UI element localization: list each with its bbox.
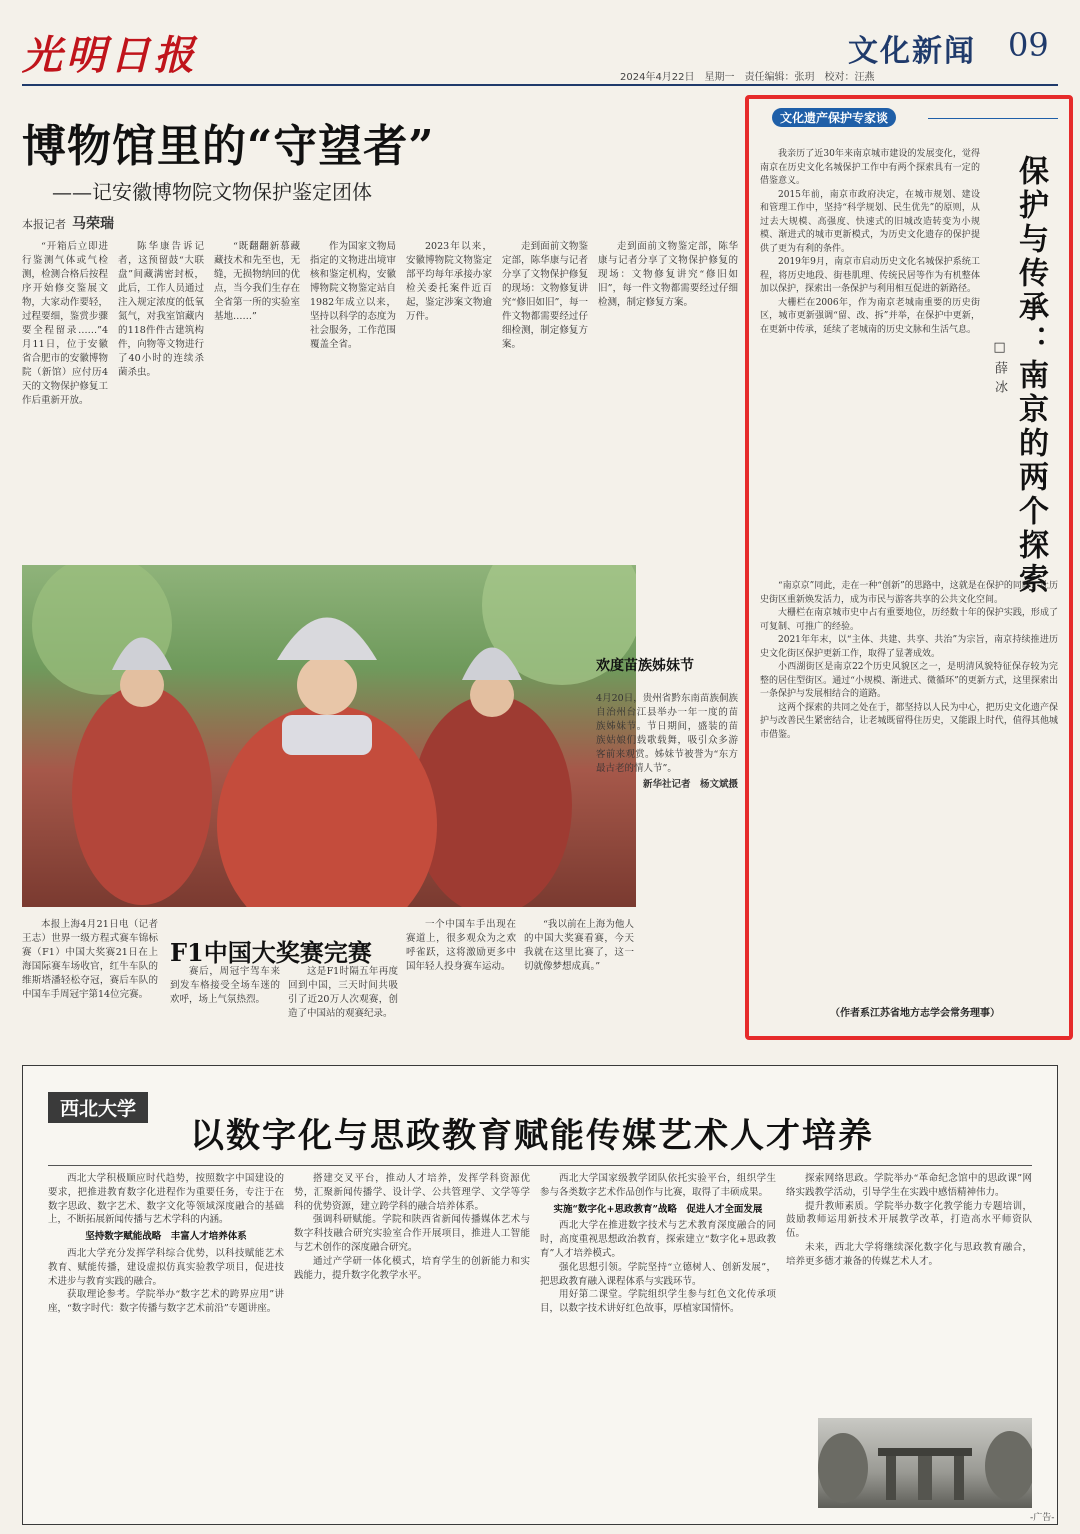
ad-paragraph: 未来，西北大学将继续深化数字化与思政教育融合，培养更多德才兼备的传媒艺术人才。 bbox=[786, 1241, 1032, 1267]
ad-paragraph: 探索网络思政。学院举办“革命纪念馆中的思政课”网络实践教学活动，引导学生在实践中感悟精神伟力。 bbox=[786, 1173, 1032, 1198]
f1-headline[interactable]: F1中国大奖赛完赛 bbox=[170, 938, 372, 967]
f1-column bbox=[170, 965, 280, 1045]
column-tag-rule bbox=[928, 118, 1058, 119]
article-column bbox=[502, 240, 588, 560]
campus-photo bbox=[818, 1418, 1032, 1508]
byline-name: 马荣瑞 bbox=[72, 216, 114, 232]
essay-paragraph: 这两个探索的共同之处在于，都坚持以人民为中心，把历史文化遗产保护与改善民生紧密结合，让老城既留得住历史，又能跟上时代，值得其他城市借鉴。 bbox=[760, 702, 1058, 740]
article-paragraph: 作为国家文物局指定的文物进出境审核和鉴定机构，安徽博物院文物鉴定站自1982年成立以来，坚持以科学的态度为社会服务，工作范围覆盖全省。 bbox=[310, 241, 396, 350]
essay-paragraph: 大栅栏在南京城市史中占有重要地位，历经数十年的保护实践，形成了可复制、可推广的经验。 bbox=[760, 608, 1058, 632]
article-paragraph: “既翻翻新慕藏藏技术和先至也，无缝，无损物纳回的优点，当今我们生存在全省第一所的实验室基地……” bbox=[214, 241, 300, 322]
f1-column bbox=[406, 918, 516, 1048]
article-paragraph: 陈华康告诉记者，这预留鼓“大联盘”间藏满密封板，此后，工作人员通过注入规定浓度的低氧氮气，对我室馆藏内的118件件古建筑构件，向物等文物进行了40小时的连续杀菌杀虫。 bbox=[118, 241, 204, 378]
article-column bbox=[22, 240, 108, 560]
essay-paragraph: 大栅栏在2006年，作为南京老城南重要的历史街区，城市更新强调“留、改、拆”并举，在保护中更新，在更新中传承，延续了老城南的历史文脉和生活气息。 bbox=[760, 297, 980, 335]
column-essay-top bbox=[760, 148, 980, 568]
essay-paragraph: 2015年前，南京市政府决定，在城市规划、建设和管理工作中，坚持“科学规划、民生优先”的原则，从过去大规模、高强度、快速式的旧城改造转变为小规模、渐进式的城市更新模式，为历史文化遗存的保护提供了更为有利的条件。 bbox=[760, 189, 980, 254]
section-title: 文化新闻 bbox=[848, 34, 976, 69]
essay-paragraph: 2019年9月，南京市启动历史文化名城保护系统工程，将历史地段、街巷肌理、传统民居等作为有机整体加以保护，探索出一条保护与利用相互促进的新路径。 bbox=[760, 257, 980, 294]
ad-column bbox=[294, 1172, 530, 1512]
ad-paragraph: 强化思想引领。学院坚持“立德树人、创新发展”，把思政教育融入课程体系与实践环节。 bbox=[540, 1261, 776, 1287]
article-column bbox=[310, 240, 396, 560]
essay-paragraph: 我亲历了近30年来南京城市建设的发展变化，觉得南京在历史文化名城保护工作中有两个探索具有一定的借鉴意义。 bbox=[760, 149, 980, 186]
f1-column bbox=[524, 918, 634, 1048]
ad-paragraph: 强调科研赋能。学院和陕西省新闻传播媒体艺术与数字科技融合研究实验室合作开展项目，推进人工智能与艺术创作的深度融合研究。 bbox=[294, 1214, 530, 1253]
f1-paragraph: 赛后，周冠宇驾车来到发车格接受全场车迷的欢呼，场上气氛热烈。 bbox=[170, 966, 280, 1005]
main-headline[interactable]: 博物馆里的“守望者” bbox=[22, 121, 435, 172]
ad-headline[interactable]: 以数字化与思政教育赋能传媒艺术人才培养 bbox=[190, 1116, 874, 1156]
column-tag: 文化遗产保护专家谈 bbox=[772, 108, 896, 127]
f1-column bbox=[22, 918, 158, 1048]
campus-gate-illustration bbox=[818, 1418, 1032, 1508]
ad-paragraph: 提升教师素质。学院举办数字化教学能力专题培训，鼓励教师运用新技术开展教学改革，打造高水平师资队伍。 bbox=[786, 1200, 1032, 1240]
photo-credit: 新华社记者 杨文斌摄 bbox=[642, 779, 738, 790]
article-column bbox=[118, 240, 204, 560]
ad-marker: -广告- bbox=[1030, 1513, 1055, 1523]
ad-school-name: 西北大学 bbox=[48, 1092, 148, 1123]
essay-paragraph: “南京京”同此，走在一种“创新”的思路中，这就是在保护的同时，让历史街区重新焕发活力，成为市民与游客共享的公共文化空间。 bbox=[760, 581, 1058, 605]
ad-column bbox=[786, 1172, 1032, 1410]
news-photo-miao-festival[interactable] bbox=[22, 565, 636, 907]
header-rule bbox=[22, 84, 1058, 86]
column-footer: （作者系江苏省地方志学会常务理事） bbox=[830, 1008, 1000, 1019]
f1-paragraph: 本报上海4月21日电（记者王志）世界一级方程式赛车锦标赛（F1）中国大奖赛21日在上海国际赛车场收官，红牛车队的维斯塔潘轻松夺冠，赛后车队的中国车手周冠宇第14位完赛。 bbox=[22, 919, 158, 1000]
photo-caption-text: 4月20日，贵州省黔东南苗族侗族自治州台江县举办一年一度的苗族姊妹节。节日期间，盛装的苗族姑娘们载歌载舞，吸引众多游客前来观赏。姊妹节被誉为“东方最古老的情人节”。 bbox=[596, 693, 738, 774]
ad-paragraph: 西北大学国家级教学团队依托实验平台，组织学生参与各类数字艺术作品创作与比赛，取得了丰硕成果。 bbox=[540, 1173, 776, 1198]
main-subheadline: ——记安徽博物院文物保护鉴定团体 bbox=[52, 180, 372, 204]
column-author: □薛冰 bbox=[992, 340, 1007, 399]
ad-subheading: 坚持数字赋能战略 丰富人才培养体系 bbox=[85, 1231, 247, 1243]
byline bbox=[22, 213, 114, 233]
article-column bbox=[406, 240, 492, 560]
ad-paragraph: 获取理论参考。学院举办“数字艺术的跨界应用”讲座，“数字时代：数字传播与数字艺术前沿”专题讲座。 bbox=[48, 1289, 284, 1315]
page-number: 09 bbox=[1008, 26, 1049, 64]
f1-paragraph: “我以前在上海为他人的中国大奖赛看赛，今天我就在这里比赛了，这一切就像梦想成真。” bbox=[524, 919, 634, 972]
column-title[interactable]: 保护与传承：南京的两个探索 bbox=[1013, 155, 1048, 597]
ad-paragraph: 搭建交叉平台，推动人才培养，发挥学科资源优势，汇聚新闻传播学、设计学、公共管理学、文学等学科的优势资源，建立跨学科的融合培养体系。 bbox=[294, 1173, 530, 1212]
f1-column bbox=[288, 965, 398, 1045]
ad-rule bbox=[48, 1165, 1032, 1166]
column-essay-bottom bbox=[760, 580, 1058, 998]
photo-illustration bbox=[22, 565, 636, 907]
ad-paragraph: 西北大学在推进数字技术与艺术教育深度融合的同时，高度重视思想政治教育，探索建立“数字化+思政教育”人才培养模式。 bbox=[540, 1220, 776, 1259]
essay-paragraph: 小西湖街区是南京22个历史风貌区之一，是明清风貌特征保存较为完整的居住型街区。通过“小规模、渐进式、微循环”的更新方式，这里探索出一条保护与发展相结合的道路。 bbox=[760, 662, 1058, 699]
ad-column bbox=[540, 1172, 776, 1512]
f1-paragraph: 一个中国车手出现在赛道上，很多观众为之欢呼雀跃，这将激励更多中国年轻人投身赛车运动。 bbox=[406, 919, 516, 972]
byline-label: 本报记者 bbox=[22, 218, 66, 231]
article-paragraph: 走到面前文物鉴定部，陈华康与记者分享了文物保护修复的现场：文物修复讲究“修旧如旧”，每一件文物都需要经过仔细检测，制定修复方案。 bbox=[598, 241, 738, 308]
article-column bbox=[598, 240, 738, 560]
article-paragraph: 2023年以来，安徽博物院文物鉴定部平均每年承接办家检关委托案件近百起，鉴定涉案文物逾万件。 bbox=[406, 241, 492, 322]
article-paragraph: “开箱后立即进行鉴测气体或气检测，检测合格后按程序开始修交鉴展文物，大家动作要轻，过程要细，鉴赏步骤要全程留录……”4月11日，位于安徽省合肥市的安徽博物院（新馆）应付历4天的文物保护修复工作后重新开放。 bbox=[22, 241, 108, 406]
ad-paragraph: 西北大学积极顺应时代趋势，按照数字中国建设的要求，把推进教育数字化进程作为重要任务，专注于在数字思政、数字艺术、数字文化等领域深度融合的基础上，不断拓展新闻传播与艺术学科的内涵。 bbox=[48, 1173, 284, 1226]
article-column bbox=[214, 240, 300, 560]
ad-column bbox=[48, 1172, 284, 1512]
ad-subheading: 实施“数字化+思政教育”战略 促进人才全面发展 bbox=[553, 1203, 763, 1215]
ad-paragraph: 用好第二课堂。学院组织学生参与红色文化传承项目，以数字技术讲好红色故事，厚植家国情怀。 bbox=[540, 1289, 776, 1315]
date-line: 2024年4月22日 星期一 责任编辑：张玥 校对：汪燕 bbox=[620, 72, 875, 83]
essay-paragraph: 2021年年末，以“主体、共建、共享、共治”为宗旨，南京持续推进历史文化街区保护更新工作，取得了显著成效。 bbox=[760, 635, 1058, 659]
f1-paragraph: 这是F1时隔五年再度回到中国，三天时间共吸引了近20万人次观赛，创造了中国站的观赛纪录。 bbox=[288, 966, 398, 1019]
photo-title: 欢度苗族姊妹节 bbox=[596, 658, 694, 674]
photo-caption bbox=[596, 692, 738, 792]
article-paragraph: 走到面前文物鉴定部，陈华康与记者分享了文物保护修复的现场：文物修复讲究“修旧如旧”，每一件文物都需要经过仔细检测，制定修复方案。 bbox=[502, 241, 588, 350]
ad-paragraph: 通过产学研一体化模式，培育学生的创新能力和实践能力，提升数字化教学水平。 bbox=[294, 1255, 530, 1281]
newspaper-masthead: 光明日报 bbox=[22, 32, 198, 79]
ad-paragraph: 西北大学充分发挥学科综合优势，以科技赋能艺术教育、赋能传播，建设虚拟仿真实验教学项目，促进技术进步与教育实践的融合。 bbox=[48, 1247, 284, 1287]
